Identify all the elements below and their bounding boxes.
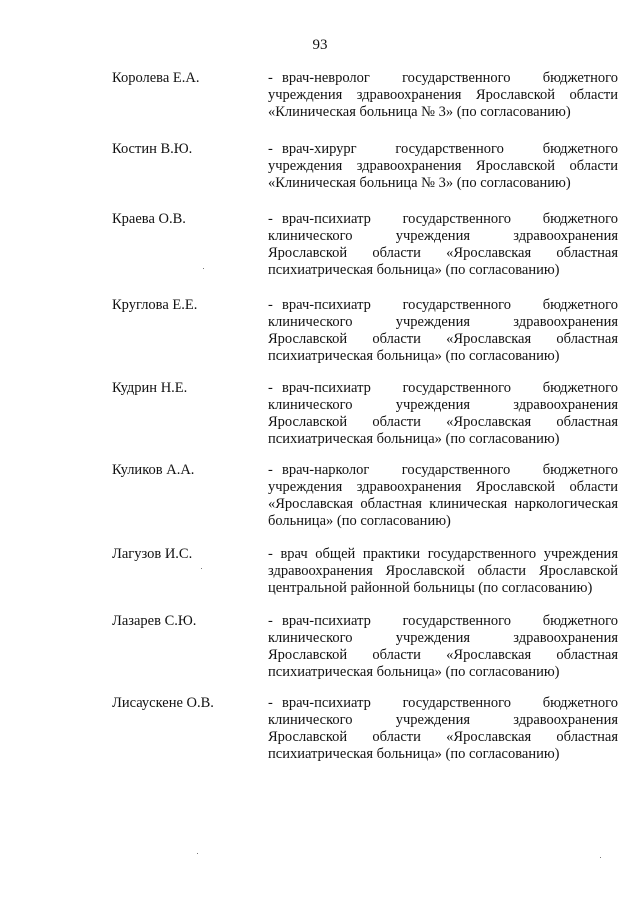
dash: -	[268, 462, 273, 478]
member-name: Круглова Е.Е.	[112, 297, 198, 313]
member-position: врач-нарколог государственного бюджетного учреждения здравоохранения Ярославской области «Ярославская областная клиническая наркологическая больница» (по согласованию)	[268, 462, 618, 529]
member-name: Королева Е.А.	[112, 70, 200, 86]
dash: -	[268, 695, 273, 711]
dash: -	[268, 70, 273, 86]
scan-speck	[203, 268, 204, 269]
dash: -	[268, 297, 273, 313]
member-position: врач-психиатр государственного бюджетного клинического учреждения здравоохранения Ярославской области «Ярославская областная психиатрическая больница» (по согласованию)	[268, 695, 618, 762]
member-description	[268, 380, 618, 448]
member-description	[268, 70, 618, 121]
member-description	[268, 297, 618, 365]
dash: -	[268, 546, 273, 562]
member-name: Лагузов И.С.	[112, 546, 193, 562]
member-position: врач общей практики государственного учреждения здравоохранения Ярославской области Ярославской центральной районной больницы (по согласованию)	[268, 546, 618, 596]
scan-speck	[201, 568, 202, 569]
dash: -	[268, 141, 273, 157]
member-position: врач-невролог государственного бюджетного учреждения здравоохранения Ярославской области «Клиническая больница № 3» (по согласованию)	[268, 70, 618, 120]
dash: -	[268, 211, 273, 227]
member-name: Куликов А.А.	[112, 462, 195, 478]
dash: -	[268, 380, 273, 396]
page-number: 93	[312, 37, 328, 53]
member-position: врач-психиатр государственного бюджетного клинического учреждения здравоохранения Ярославской области «Ярославская областная психиатрическая больница» (по согласованию)	[268, 211, 618, 278]
scan-speck	[600, 857, 601, 858]
member-description	[268, 462, 618, 530]
member-name: Лазарев С.Ю.	[112, 613, 197, 629]
dash: -	[268, 613, 273, 629]
scan-speck	[197, 853, 198, 854]
member-description	[268, 141, 618, 192]
member-description	[268, 613, 618, 681]
member-description	[268, 211, 618, 279]
member-position: врач-психиатр государственного бюджетного клинического учреждения здравоохранения Ярославской области «Ярославская областная психиатрическая больница» (по согласованию)	[268, 613, 618, 680]
member-position: врач-хирург государственного бюджетного учреждения здравоохранения Ярославской области «Клиническая больница № 3» (по согласованию)	[268, 141, 618, 191]
member-position: врач-психиатр государственного бюджетного клинического учреждения здравоохранения Ярославской области «Ярославская областная психиатрическая больница» (по согласованию)	[268, 297, 618, 364]
member-position: врач-психиатр государственного бюджетного клинического учреждения здравоохранения Ярославской области «Ярославская областная психиатрическая больница» (по согласованию)	[268, 380, 618, 447]
member-description	[268, 695, 618, 763]
member-name: Лисаускене О.В.	[112, 695, 214, 711]
member-description	[268, 546, 618, 597]
member-name: Краева О.В.	[112, 211, 186, 227]
member-name: Кудрин Н.Е.	[112, 380, 188, 396]
member-name: Костин В.Ю.	[112, 141, 193, 157]
